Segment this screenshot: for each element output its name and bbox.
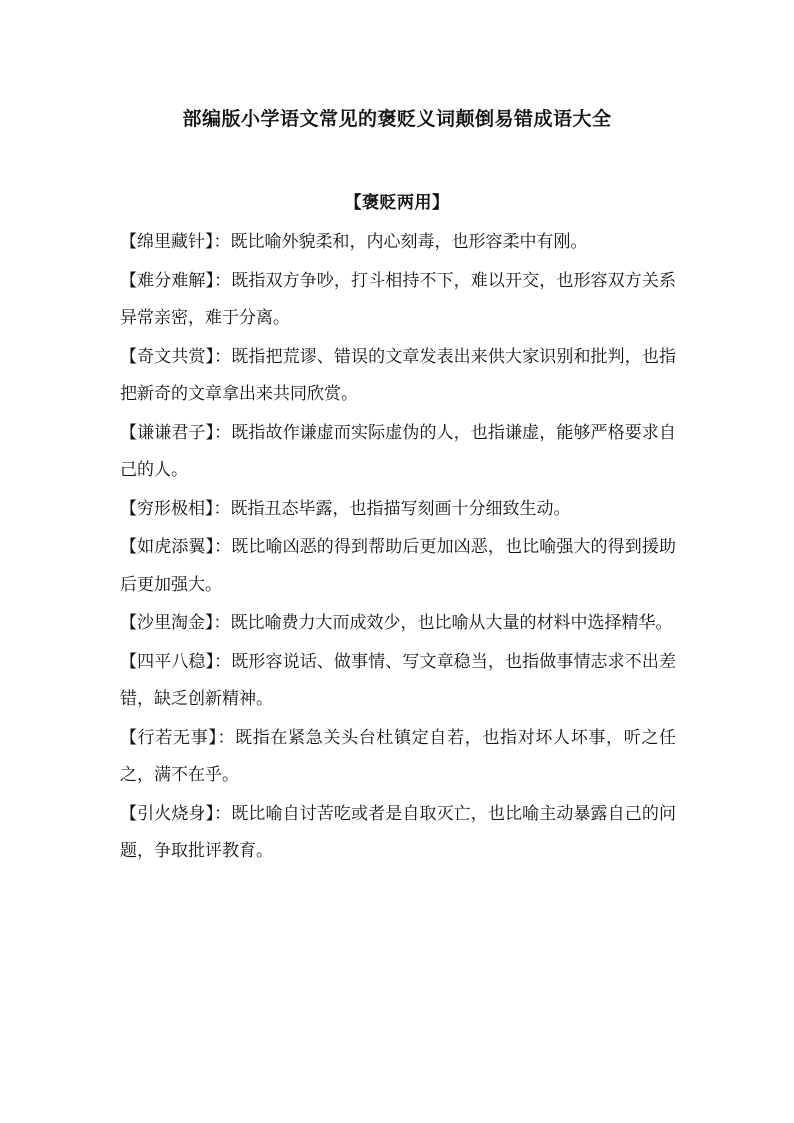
idiom-entry bbox=[120, 529, 676, 604]
idiom-definition: 既形容说话、做事情、写文章稳当，也指做事情志求不出差错，缺乏创新精神。 bbox=[120, 651, 676, 709]
term-separator: ： bbox=[214, 422, 232, 443]
term-separator: ： bbox=[213, 613, 231, 633]
idiom-definition: 既指丑态毕露，也指描写刻画十分细致生动。 bbox=[230, 498, 571, 519]
idiom-entry bbox=[120, 644, 676, 719]
idiom-definition: 既指故作谦虚而实际虚伪的人，也指谦虚，能够严格要求自己的人。 bbox=[120, 422, 676, 480]
idiom-definition: 既指在紧急关头台杜镇定自若，也指对坏人坏事，听之任之，满不在乎。 bbox=[120, 727, 677, 785]
idiom-definition: 既指双方争吵，打斗相持不下，难以开交，也形容双方关系异常亲密，难于分离。 bbox=[120, 270, 676, 328]
idiom-definition: 既比喻凶恶的得到帮助后更加凶恶，也比喻强大的得到援助后更加强大。 bbox=[120, 537, 676, 595]
idiom-entry bbox=[120, 491, 676, 529]
section-heading: 【褒贬两用】 bbox=[344, 193, 450, 213]
term-separator: ： bbox=[217, 727, 236, 748]
idiom-definition: 既比喻费力大而成效少，也比喻从大量的材料中选择精华。 bbox=[230, 613, 673, 633]
idiom-term: 【谦谦君子】 bbox=[120, 422, 215, 443]
term-separator: ： bbox=[214, 803, 232, 824]
term-separator: ： bbox=[214, 537, 232, 557]
term-separator: ： bbox=[214, 651, 232, 672]
term-separator: ： bbox=[213, 232, 231, 252]
idiom-term: 【四平八稳】 bbox=[120, 651, 215, 672]
idiom-entry bbox=[120, 720, 676, 795]
idiom-term: 【绵里藏针】 bbox=[120, 232, 214, 252]
idiom-term: 【引火烧身】 bbox=[120, 803, 215, 824]
idiom-entry bbox=[120, 339, 676, 414]
document-title: 部编版小学语文常见的褒贬义词颠倒易错成语大全 bbox=[182, 108, 612, 130]
idiom-entry bbox=[120, 796, 676, 871]
idiom-definition: 既指把荒谬、错误的文章发表出来供大家识别和批判，也指把新奇的文章拿出来共同欣赏。 bbox=[120, 346, 676, 404]
idiom-term: 【奇文共赏】 bbox=[120, 346, 215, 367]
idiom-term: 【如虎添翼】 bbox=[120, 537, 215, 557]
idiom-entry bbox=[120, 605, 676, 643]
idiom-entry bbox=[120, 415, 676, 490]
idiom-entry bbox=[120, 263, 676, 338]
idiom-term: 【沙里淘金】 bbox=[120, 613, 214, 633]
idiom-entry bbox=[120, 224, 676, 262]
idiom-term: 【行若无事】 bbox=[120, 727, 218, 748]
term-separator: ： bbox=[213, 498, 231, 519]
idiom-term: 【难分难解】 bbox=[120, 270, 215, 291]
term-separator: ： bbox=[214, 346, 232, 367]
idiom-definition: 既比喻外貌柔和，内心刻毒，也形容柔中有刚。 bbox=[230, 232, 588, 252]
idiom-list bbox=[120, 224, 676, 872]
idiom-definition: 既比喻自讨苦吃或者是自取灭亡，也比喻主动暴露自己的问题，争取批评教育。 bbox=[120, 803, 676, 861]
idiom-term: 【穷形极相】 bbox=[120, 498, 214, 519]
term-separator: ： bbox=[214, 270, 232, 291]
